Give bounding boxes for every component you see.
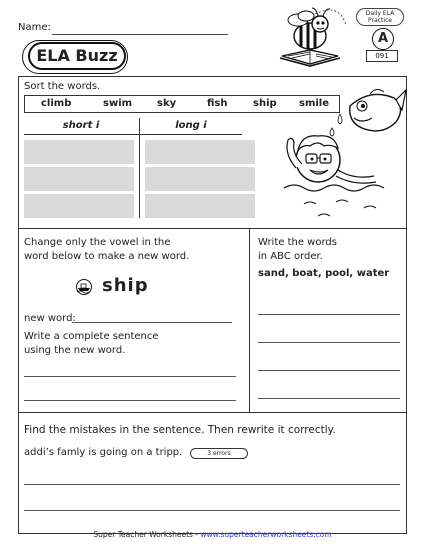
column-divider (139, 118, 140, 218)
target-word: ship (102, 275, 149, 296)
abc-answer-line[interactable] (258, 314, 400, 315)
abc-word-list: sand, boat, pool, water (258, 268, 390, 279)
section-divider (18, 412, 407, 413)
sentence-instruction-line-2: using the new word. (24, 345, 126, 356)
level-badge: A (372, 28, 394, 50)
answer-box[interactable] (145, 167, 255, 191)
answer-box[interactable] (145, 194, 255, 218)
sentence-line[interactable] (24, 376, 236, 377)
new-word-line[interactable] (72, 322, 232, 323)
sort-instruction: Sort the words. (24, 81, 101, 92)
table-header-line (24, 134, 242, 135)
vowel-instruction-line-1: Change only the vowel in the (24, 237, 171, 248)
column-header-long-i: long i (175, 120, 207, 131)
mistakes-instruction: Find the mistakes in the sentence. Then rewrite it correctly. (24, 424, 336, 436)
abc-answer-line[interactable] (258, 342, 400, 343)
abc-instruction-line-2: in ABC order. (258, 251, 323, 262)
footer-brand: Super Teacher Worksheets - (93, 530, 201, 539)
answer-box[interactable] (24, 194, 134, 218)
word-bank-item: sky (157, 98, 177, 109)
practice-label: Daily ELA Practice (365, 10, 395, 24)
word-bank-item: climb (41, 98, 72, 109)
worksheet-number: 091 (366, 50, 398, 62)
boy-swimming-with-fish-icon (278, 84, 408, 226)
page-title: ELA Buzz (28, 42, 126, 70)
name-line[interactable] (52, 34, 228, 35)
word-bank-item: ship (253, 98, 277, 109)
sentence-line[interactable] (24, 400, 236, 401)
answer-box[interactable] (145, 140, 255, 164)
mistakes-sentence: addi’s famly is going on a tripp. (24, 447, 183, 458)
footer (0, 530, 425, 539)
word-bank-item: smile (299, 98, 330, 109)
name-label: Name: (18, 22, 51, 33)
answer-box[interactable] (24, 167, 134, 191)
word-bank-item: fish (207, 98, 228, 109)
word-bank-item: swim (103, 98, 133, 109)
ship-icon (74, 279, 94, 295)
section-divider (18, 228, 407, 229)
abc-instruction-line-1: Write the words (258, 237, 337, 248)
rewrite-line[interactable] (24, 510, 400, 511)
new-word-label: new word: (24, 313, 76, 324)
vowel-instruction-line-2: word below to make a new word. (24, 251, 190, 262)
abc-answer-line[interactable] (258, 370, 400, 371)
error-count-badge: 3 errors (190, 448, 248, 459)
abc-answer-line[interactable] (258, 398, 400, 399)
answer-box[interactable] (24, 140, 134, 164)
sentence-instruction-line-1: Write a complete sentence (24, 331, 159, 342)
column-header-short-i: short i (62, 120, 100, 131)
bee-reading-icon (270, 4, 350, 70)
rewrite-line[interactable] (24, 484, 400, 485)
section-divider (249, 228, 250, 412)
footer-url[interactable]: www.superteacherworksheets.com (200, 530, 332, 539)
